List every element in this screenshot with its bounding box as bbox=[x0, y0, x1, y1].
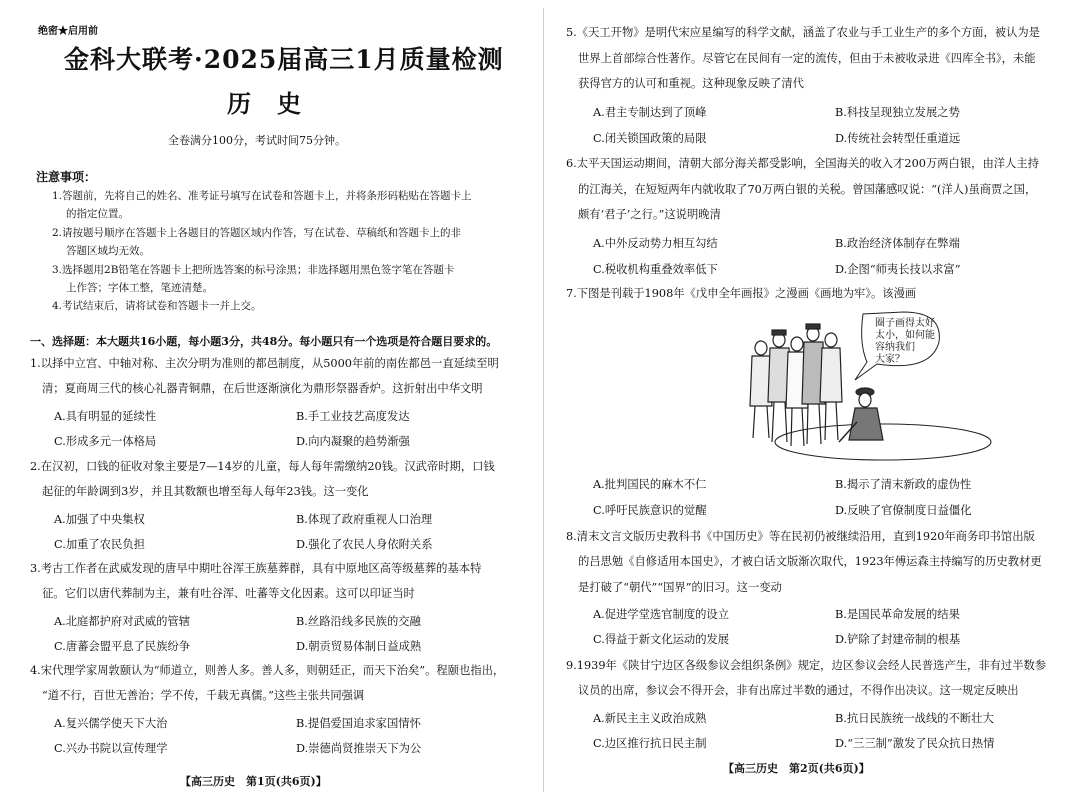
question-text: 的吕思勉《自修适用本国史》，才被白话文版渐次取代，1923年傅运森主持编写的历史教材更 bbox=[578, 555, 1042, 568]
section-heading: 一、选择题：本大题共16小题，每小题3分，共48分。每小题只有一个选项是符合题目要求的。 bbox=[30, 335, 498, 348]
question-text: “道不行，百世无善治；学不传，千载无真儒。”这些主张共同强调 bbox=[42, 689, 365, 702]
option-d[interactable]: D.朝贡贸易体制日益成熟 bbox=[296, 640, 422, 653]
question-text: 颇有‘君子’之行。”这说明晚清 bbox=[578, 208, 721, 221]
option-c[interactable]: C.形成多元一体格局 bbox=[54, 435, 157, 448]
question-text: 是打破了“朝代”“国界”的旧习。这一变动 bbox=[578, 581, 782, 594]
option-a[interactable]: A.促进学堂选官制度的设立 bbox=[593, 608, 730, 621]
option-d[interactable]: D.崇德尚贤推崇天下为公 bbox=[296, 742, 422, 755]
note-line: 上作答；字体工整，笔迹清楚。 bbox=[66, 282, 213, 294]
kneeling-official bbox=[839, 388, 883, 442]
option-d[interactable]: D.反映了官僚制度日益僵化 bbox=[835, 504, 972, 517]
question-text: 世界上首部综合性著作。尽管它在民间有一定的流传，但由于未被收录进《四库全书》，未能 bbox=[578, 52, 1036, 65]
option-b[interactable]: B.提倡爱国追求家国情怀 bbox=[296, 717, 421, 730]
question-text: 9.1939年《陕甘宁边区各级参议会组织条例》规定，边区参议会经人民普选产生，非有过半数参 bbox=[566, 659, 1047, 672]
option-d[interactable]: D.企图“师夷长技以求富” bbox=[835, 263, 961, 276]
option-d[interactable]: D.“三三制”激发了民众抗日热情 bbox=[835, 737, 995, 750]
question-text: 获得官方的认可和重视。这种现象反映了清代 bbox=[578, 77, 804, 90]
question-text: 3.考古工作者在武威发现的唐早中期吐谷浑王族墓葬群，具有中原地区高等级墓葬的基本特 bbox=[30, 562, 482, 575]
note-line: 答题区域均无效。 bbox=[66, 245, 150, 257]
option-c[interactable]: C.闭关锁国政策的局限 bbox=[593, 132, 707, 145]
option-b[interactable]: B.手工业技艺高度发达 bbox=[296, 410, 410, 423]
question-text: 起征的年龄调到3岁，并且其数额也增至每人每年23钱。这一变化 bbox=[42, 485, 369, 498]
question-text: 征。它们以唐代葬制为主，兼有吐谷浑、吐蕃等文化因素。这可以印证当时 bbox=[42, 587, 415, 600]
option-c[interactable]: C.税收机构重叠效率低下 bbox=[593, 263, 718, 276]
notes-heading: 注意事项： bbox=[36, 170, 97, 184]
note-line: 4.考试结束后，请将试卷和答题卡一并上交。 bbox=[52, 300, 262, 312]
option-b[interactable]: B.体现了政府重视人口治理 bbox=[296, 513, 433, 526]
question-text: 6.太平天国运动期间，清朝大部分海关都受影响，全国海关的收入才200万两白银，由洋人主持 bbox=[566, 157, 1039, 170]
note-line: 的指定位置。 bbox=[66, 208, 129, 220]
subject-title: 历史 bbox=[227, 89, 327, 118]
option-d[interactable]: D.铲除了封建帝制的根基 bbox=[835, 633, 961, 646]
caption-line: 大家？ bbox=[875, 354, 905, 365]
cartoon-illustration bbox=[743, 310, 1031, 466]
question-text: 4.宋代理学家周敦颐认为“师道立，则善人多。善人多，则朝廷正，而天下治矣”。程颐也指出， bbox=[30, 664, 505, 677]
option-c[interactable]: C.唐蕃会盟平息了民族纷争 bbox=[54, 640, 191, 653]
option-a[interactable]: A.加强了中央集权 bbox=[54, 513, 145, 526]
question-text: 7.下图是刊载于1908年《戊申全年画报》之漫画《画地为牢》。该漫画 bbox=[566, 287, 917, 300]
question-text: 1.以择中立宫、中轴对称、主次分明为准则的都邑制度，从5000年前的南佐都邑一直延续至明 bbox=[30, 357, 499, 370]
option-c[interactable]: C.呼吁民族意识的觉醒 bbox=[593, 504, 707, 517]
exam-info: 全卷满分100分，考试时间75分钟。 bbox=[168, 134, 346, 147]
figure bbox=[820, 333, 842, 440]
option-b[interactable]: B.揭示了清末新政的虚伪性 bbox=[835, 478, 972, 491]
question-text: 5.《天工开物》是明代宋应星编写的科学文献，涵盖了农业与手工业生产的多个方面，被认为是 bbox=[566, 26, 1040, 39]
question-text: 的江海关，在短短两年内就收取了70万两白银的关税。曾国藩感叹说：“(洋人)虽商贾之国， bbox=[578, 183, 1037, 196]
option-c[interactable]: C.加重了农民负担 bbox=[54, 538, 145, 551]
caption-line: 太小，如何能 bbox=[875, 330, 935, 341]
option-a[interactable]: A.中外反动势力相互勾结 bbox=[593, 237, 718, 250]
question-text: 8.清末文言文版历史教科书《中国历史》等在民初仍被继续沿用，直到1920年商务印书馆出版 bbox=[566, 530, 1035, 543]
option-d[interactable]: D.向内凝聚的趋势渐强 bbox=[296, 435, 410, 448]
standing-figures bbox=[750, 324, 842, 446]
exam-title: 金科大联考·2025届高三1月质量检测 bbox=[64, 45, 504, 74]
page-1 bbox=[0, 0, 543, 800]
option-a[interactable]: A.君主专制达到了顶峰 bbox=[593, 106, 707, 119]
note-line: 2.请按题号顺序在答题卡上各题目的答题区域内作答，写在试卷、草稿纸和答题卡上的非 bbox=[52, 227, 462, 239]
caption-line: 圈子画得太好 bbox=[875, 318, 935, 329]
option-c[interactable]: C.得益于新文化运动的发展 bbox=[593, 633, 730, 646]
option-d[interactable]: D.强化了农民人身依附关系 bbox=[296, 538, 433, 551]
caption-line: 容纳我们 bbox=[875, 342, 915, 353]
question-text: 清；夏商周三代的核心礼器青铜鼎，在后世逐渐演化为鼎形祭器香炉。这折射出中华文明 bbox=[42, 382, 483, 395]
option-a[interactable]: A.批判国民的麻木不仁 bbox=[593, 478, 707, 491]
note-line: 3.选择题用2B铅笔在答题卡上把所选答案的标号涂黑；非选择题用黑色签字笔在答题卡 bbox=[52, 264, 455, 276]
option-a[interactable]: A.具有明显的延续性 bbox=[54, 410, 157, 423]
option-c[interactable]: C.兴办书院以宣传理学 bbox=[54, 742, 168, 755]
option-b[interactable]: B.丝路沿线多民族的交融 bbox=[296, 615, 421, 628]
option-a[interactable]: A.北庭都护府对武威的管辖 bbox=[54, 615, 191, 628]
option-d[interactable]: D.传统社会转型任重道远 bbox=[835, 132, 961, 145]
secret-label: 绝密★启用前 bbox=[38, 26, 98, 37]
option-b[interactable]: B.政治经济体制存在弊端 bbox=[835, 237, 960, 250]
note-line: 1.答题前，先将自己的姓名、准考证号填写在试卷和答题卡上，并将条形码粘贴在答题卡上 bbox=[52, 190, 472, 202]
option-a[interactable]: A.复兴儒学使天下大治 bbox=[54, 717, 168, 730]
option-b[interactable]: B.抗日民族统一战线的不断壮大 bbox=[835, 712, 994, 725]
question-text: 2.在汉初，口钱的征收对象主要是7—14岁的儿童，每人每年需缴纳20钱。汉武帝时期，口钱 bbox=[30, 460, 495, 473]
option-a[interactable]: A.新民主主义政治成熟 bbox=[593, 712, 707, 725]
option-b[interactable]: B.科技呈现独立发展之势 bbox=[835, 106, 960, 119]
question-text: 议员的出席，参议会不得开会，非有出席过半数的通过，不得作出决议。这一规定反映出 bbox=[578, 684, 1019, 697]
page-footer: 【高三历史 第1页(共6页)】 bbox=[180, 775, 327, 788]
option-b[interactable]: B.是国民革命发展的结果 bbox=[835, 608, 960, 621]
option-c[interactable]: C.边区推行抗日民主制 bbox=[593, 737, 707, 750]
page-footer: 【高三历史 第2页(共6页)】 bbox=[723, 762, 870, 775]
